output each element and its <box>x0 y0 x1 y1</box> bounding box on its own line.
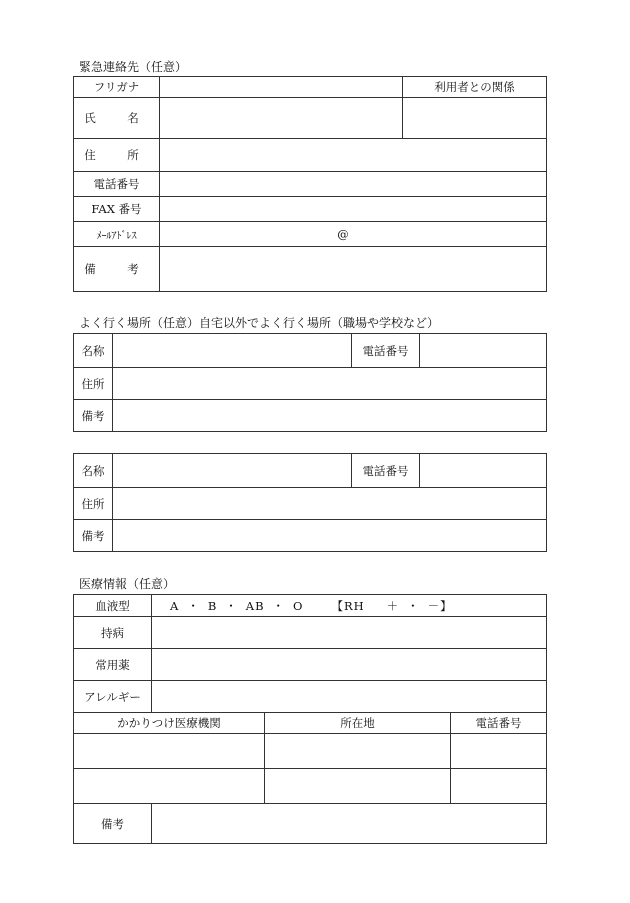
clinic-phone-field[interactable] <box>451 734 547 769</box>
allergy-field[interactable] <box>152 681 547 713</box>
chronic-label: 持病 <box>74 617 152 649</box>
name-label: 氏 名 <box>74 98 160 139</box>
place-table-2 <box>73 453 547 552</box>
clinic-phone-field[interactable] <box>451 769 547 804</box>
rh-minus[interactable]: － <box>427 598 441 613</box>
address-label: 住 所 <box>74 139 160 172</box>
medication-field[interactable] <box>152 649 547 681</box>
medical-remarks-field[interactable] <box>152 804 547 844</box>
at-sign: @ <box>337 227 349 241</box>
clinic-header: かかりつけ医療機関 <box>74 713 265 734</box>
place-table-1 <box>73 333 547 432</box>
allergy-label: アレルギー <box>74 681 152 713</box>
location-field[interactable] <box>265 769 451 804</box>
place-name-field[interactable] <box>113 334 352 368</box>
rh-dot: ・ <box>407 598 420 613</box>
sep: ・ <box>272 598 286 613</box>
place-address-label: 住所 <box>74 368 113 400</box>
remarks-field[interactable] <box>160 247 547 292</box>
place-remarks-label: 備考 <box>74 400 113 432</box>
blood-b[interactable]: B <box>207 598 218 613</box>
place-name-label: 名称 <box>74 454 113 488</box>
medical-table <box>73 594 547 844</box>
furigana-label: フリガナ <box>74 77 160 98</box>
relationship-field[interactable] <box>403 98 547 139</box>
rh-open: 【RH <box>331 598 365 613</box>
place-phone-field[interactable] <box>420 454 547 488</box>
places-heading: よく行く場所（任意）自宅以外でよく行く場所（職場や学校など） <box>79 316 440 330</box>
clinic-field[interactable] <box>74 769 265 804</box>
place-name-field[interactable] <box>113 454 352 488</box>
phone-label: 電話番号 <box>74 172 160 197</box>
phone-field[interactable] <box>160 172 547 197</box>
medical-heading: 医療情報（任意） <box>79 577 176 591</box>
place-phone-field[interactable] <box>420 334 547 368</box>
furigana-field[interactable] <box>160 77 403 98</box>
place-address-field[interactable] <box>113 368 547 400</box>
fax-label: FAX 番号 <box>74 197 160 222</box>
blood-o[interactable]: O <box>293 598 304 613</box>
chronic-field[interactable] <box>152 617 547 649</box>
place-remarks-field[interactable] <box>113 520 547 552</box>
name-field[interactable] <box>160 98 403 139</box>
rh-close: 】 <box>440 598 453 613</box>
medical-remarks-label: 備考 <box>74 804 152 844</box>
blood-a[interactable]: A <box>170 598 180 613</box>
place-phone-label: 電話番号 <box>352 454 420 488</box>
email-label: ﾒｰﾙｱﾄﾞﾚｽ <box>74 222 160 247</box>
emergency-heading: 緊急連絡先（任意） <box>79 60 188 74</box>
clinic-field[interactable] <box>74 734 265 769</box>
relationship-label: 利用者との関係 <box>403 77 547 98</box>
medication-label: 常用薬 <box>74 649 152 681</box>
email-field[interactable] <box>160 222 547 247</box>
rh-plus[interactable]: ＋ <box>386 598 400 613</box>
remarks-label: 備 考 <box>74 247 160 292</box>
sep: ・ <box>187 598 200 613</box>
place-phone-label: 電話番号 <box>352 334 420 368</box>
blood-type-label: 血液型 <box>74 595 152 617</box>
sep: ・ <box>225 598 238 613</box>
place-remarks-label: 備考 <box>74 520 113 552</box>
location-field[interactable] <box>265 734 451 769</box>
clinic-phone-header: 電話番号 <box>451 713 547 734</box>
blood-type-options[interactable] <box>152 595 547 617</box>
emergency-contact-table <box>73 76 547 292</box>
fax-field[interactable] <box>160 197 547 222</box>
address-field[interactable] <box>160 139 547 172</box>
location-header: 所在地 <box>265 713 451 734</box>
place-address-label: 住所 <box>74 488 113 520</box>
blood-ab[interactable]: AB <box>245 598 265 613</box>
place-address-field[interactable] <box>113 488 547 520</box>
place-name-label: 名称 <box>74 334 113 368</box>
place-remarks-field[interactable] <box>113 400 547 432</box>
